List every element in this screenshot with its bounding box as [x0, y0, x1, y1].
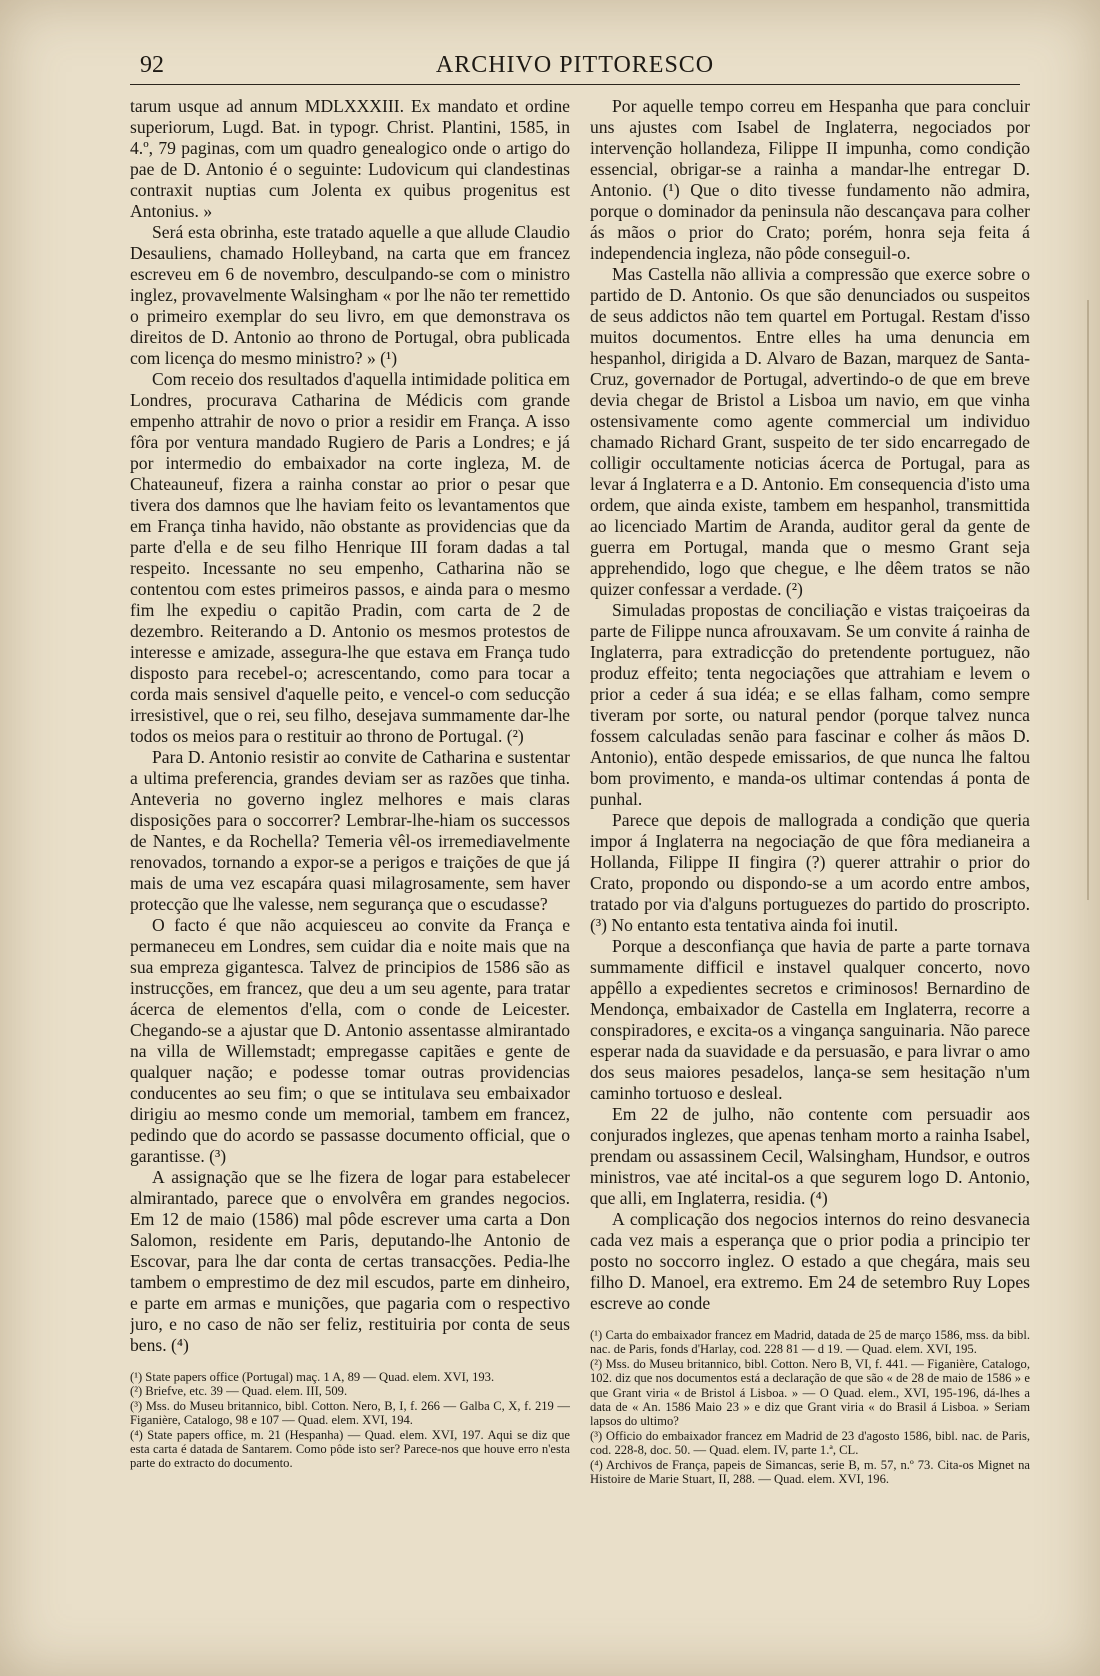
paragraph: Em 22 de julho, não contente com persuadir aos conjurados inglezes, que apenas tenham morto a rainha Isabel, prendam ou assassinem Cecil, Walsingham, Hundsor, e outros ministros, vae até incital-os a que segurem logo D. Antonio, que alli, em Inglaterra, residia. (⁴): [590, 1104, 1030, 1208]
footnote: (¹) Carta do embaixador francez em Madrid, datada de 25 de março 1586, mss. da bibl. nac. de Paris, fonds d'Harlay, cod. 228 81 — d 19. — Quad. elem. XVI, 195.: [590, 1328, 1030, 1357]
footnote: (¹) State papers office (Portugal) maç. 1 A, 89 — Quad. elem. XVI, 193.: [130, 1370, 495, 1384]
footnote: (³) Officio do embaixador francez em Madrid de 23 d'agosto 1586, bibl. nac. de Paris, cod. 228-8, doc. 50. — Quad. elem. IV, parte 1.ª, CL.: [590, 1428, 1030, 1458]
paragraph: Simuladas propostas de conciliação e vistas traiçoeiras da parte de Filippe nunca afrouxavam. Se um convite á rainha de Inglaterra, para extradicção do pretendente portuguez, não produz effeito; tenta negociações que attrahiam e levem o prior a ceder á sua idéa; e se ellas falham, como sempre tiveram por sorte, ou natural pendor (porque talvez nunca fossem calculadas senão para fascinar e colher ás mãos D. Antonio), então despede emissarios, de que nunca lhe faltou bom provimento, e manda-os ultimar contendas á ponta de punhal.: [590, 600, 1030, 809]
paragraph: Com receio dos resultados d'aquella intimidade politica em Londres, procurava Catharina de Médicis com grande empenho attrahir de novo o prior a residir em França. A isso fôra por ventura mandado Rugiero de Paris a Londres; e já por intermedio do embaixador na corte ingleza, M. de Chateauneuf, fizera a rainha constar ao prior o pesar que tivera dos damnos que lhe haviam feito os levantamentos que em França tinha havido, não obstante as providencias que da parte d'ella e de seu filho Henrique III foram dadas a tal respeito. Incessante no seu empenho, Catharina não se contentou com estes primeiros passos, e ainda para o mesmo fim lhe expediu o capitão Pradin, com carta de 2 de dezembro. Reiterando a D. Antonio os mesmos protestos de interesse e amizade, assegura-lhe que estava em França tudo disposto para recebel-o; acrescentando, como para tocar a corda mais sensivel d'aquelle peito, e vencel-o com seducção irresistivel, que o rei, seu filho, desejava summamente dar-lhe todos os meios para o restituir ao throno de Portugal. (²): [130, 369, 570, 746]
page-header: [130, 50, 1020, 85]
right-column: [590, 96, 1030, 1636]
paragraph: Será esta obrinha, este tratado aquelle a que allude Claudio Desauliens, chamado Holleyband, na carta que em francez escreveu em 6 de novembro, desculpando-se com o ministro inglez, provavelmente Walsingham « por lhe não ter remettido o primeiro exemplar do seu livro, em que demonstrava os direitos de D. Antonio ao throno de Portugal, obra publicada com licença do mesmo ministro? » (¹): [130, 222, 570, 368]
paragraph: Mas Castella não allivia a compressão que exerce sobre o partido de D. Antonio. Os que são denunciados ou suspeitos de seus addictos não tem quartel em Portugal. Restam d'isso muitos documentos. Entre elles ha uma denuncia em hespanhol, dirigida a D. Alvaro de Bazan, marquez de Santa-Cruz, governador de Portugal, advertindo-o de que em breve devia chegar de Bristol a Lisboa um navio, em que vinha ostensivamente como agente commercial um individuo chamado Richard Grant, suspeito de ter sido encarregado de colligir occultamente noticias ácerca de Portugal, para as levar á Inglaterra e a D. Antonio. Em consequencia d'isto uma ordem, que ainda existe, tambem em hespanhol, transmittida ao licenciado Martim de Aranda, auditor geral da gente de guerra em Portugal, manda que o mesmo Grant seja apprehendido, logo que chegue, e lhe dêem tratos se não quizer confessar a verdade. (²): [590, 264, 1030, 599]
paragraph: tarum usque ad annum MDLXXXIII. Ex mandato et ordine superiorum, Lugd. Bat. in typogr. Christ. Plantini, 1585, in 4.º, 79 paginas, com um quadro genealogico onde o artigo do pae de D. Antonio é o seguinte: Ludovicum qui clandestinas contraxit nuptias cum Jolenta ex quibus progenitus est Antonius. »: [130, 96, 570, 221]
page-edge-shadow: [1087, 300, 1089, 900]
footnote: (⁴) Archivos de França, papeis de Simancas, serie B, m. 57, n.º 73. Cita-os Mignet na Histoire de Marie Stuart, II, 288. — Quad. elem. XVI, 196.: [590, 1457, 1030, 1487]
paragraph: A complicação dos negocios internos do reino desvanecia cada vez mais a esperança que o prior podia a principio ter posto no soccorro inglez. O estado a que chegára, mais seu filho D. Manoel, era extremo. Em 24 de setembro Ruy Lopes escreve ao conde: [590, 1209, 1030, 1313]
left-column: [130, 96, 570, 1636]
paragraph: O facto é que não acquiesceu ao convite da França e permaneceu em Londres, sem cuidar dia e noite mais que na sua empreza gigantesca. Talvez de principios de 1586 são as instrucções, em francez, que deu a um seu agente, para tratar ácerca de elementos d'ella, com o conde de Leicester. Chegando-se a ajustar que D. Antonio assentasse almirantado na villa de Willemstadt; empregasse capitães e gente de qualquer nação; e podesse tomar outras providencias conducentes ao seu fim; o que se intitulava seu embaixador dirigiu ao mesmo conde um memorial, tambem em francez, pedindo que do acordo se passasse documento official, que o garantisse. (³): [130, 915, 570, 1166]
footnotes: [130, 1370, 570, 1471]
footnote: (³) Mss. do Museu britannico, bibl. Cotton. Nero, B, I, f. 266 — Galba C, X, f. 219 — Figanière, Catalogo, 98 e 107 — Quad. elem. XVI, 194.: [130, 1398, 570, 1428]
page-number: 92: [140, 52, 164, 78]
paragraph: Para D. Antonio resistir ao convite de Catharina e sustentar a ultima preferencia, grandes deviam ser as razões que tinha. Anteveria no governo inglez melhores e mais claras disposições para o soccorrer? Lembrar-lhe-hiam os successos de Nantes, e da Rochella? Temeria vêl-os irremediavelmente renovados, tornando a expor-se a perigos e traições de que já mais de uma vez escapára quasi milagrosamente, sem haver protecção que lhe valesse, nem segurança que o escudasse?: [130, 747, 570, 914]
footnotes: [590, 1328, 1030, 1486]
paragraph: Parece que depois de mallograda a condição que queria impor á Inglaterra na negociação de que fôra medianeira a Hollanda, Filippe II fingira (?) querer attrahir o prior do Crato, propondo ou dispondo-se a um acordo entre ambos, tratado por via d'alguns portuguezes do partido do proscripto. (³) No entanto esta tentativa ainda foi inutil.: [590, 810, 1030, 935]
paragraph: A assignação que se lhe fizera de logar para estabelecer almirantado, parece que o envolvêra em grandes negocios. Em 12 de maio (1586) mal pôde escrever uma carta a Don Salomon, residente em Paris, deputando-lhe Antonio de Escovar, para lhe dar conta de certas transacções. Pedia-lhe tambem o emprestimo de dez mil escudos, parte em dinheiro, e parte em armas e munições, que pagaria com o respectivo juro, e no caso de não ser feliz, restituiria por conta de seus bens. (⁴): [130, 1167, 570, 1355]
running-title: ARCHIVO PITTORESCO: [435, 52, 715, 78]
footnote: (²) Mss. do Museu britannico, bibl. Cotton. Nero B, VI, f. 441. — Figanière, Catalogo, 102. diz que nos documentos está a declaração de que são « de 28 de maio de 1586 » e que Grant viria « de Bristol á Lisboa. » — O Quad. elem., XVI, 195-196, dá-lhes a data de « An. 1586 Maio 23 » e diz que Grant viria « do Brasil á Lisboa. » Seriam lapsos do ultimo?: [590, 1356, 1030, 1429]
paragraph: Por aquelle tempo correu em Hespanha que para concluir uns ajustes com Isabel de Inglaterra, negociados por intervenção hollandeza, Filippe II impunha, como condição essencial, obrigar-se a rainha a mandar-lhe entregar D. Antonio. (¹) Que o dito tivesse fundamento não admira, porque o dominador da peninsula não descançava para colher ás mãos o prior do Crato; porém, honra seja feita á independencia ingleza, não pôde conseguil-o.: [590, 96, 1030, 263]
footnote: (²) Briefve, etc. 39 — Quad. elem. III, 509.: [130, 1384, 348, 1399]
footnote: (⁴) State papers office, m. 21 (Hespanha) — Quad. elem. XVI, 197. Aqui se diz que esta carta é datada de Santarem. Como pôde isto ser? Parece-nos que houve erro n'esta parte do extracto do documento.: [130, 1427, 570, 1471]
paragraph: Porque a desconfiança que havia de parte a parte tornava summamente difficil e instavel qualquer concerto, novo appêllo a expedientes secretos e criminosos! Bernardino de Mendonça, embaixador de Castella em Inglaterra, recorre a conspiradores, e excita-os a vingança sanguinaria. Não parece esperar nada da suavidade e da persuasão, e para livrar o amo dos seus maiores pesadelos, lança-se sem hesitação n'um caminho tortuoso e desleal.: [590, 936, 1030, 1103]
